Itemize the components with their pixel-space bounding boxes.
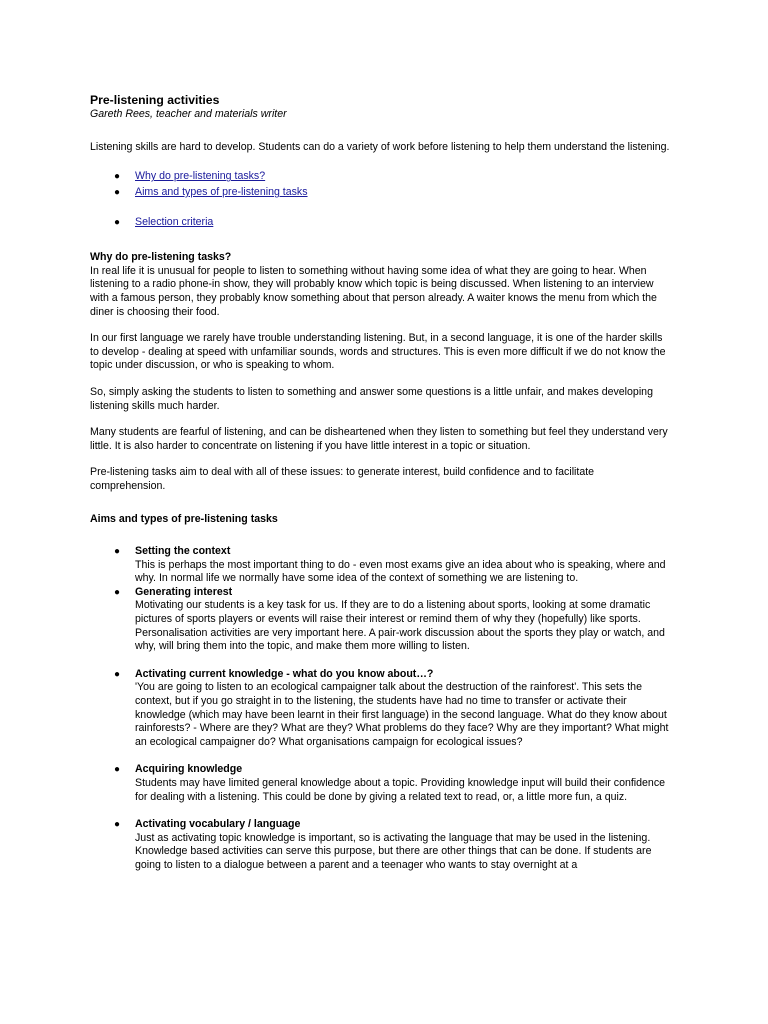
list-item-title: Generating interest — [135, 585, 233, 598]
body-paragraph: Pre-listening tasks aim to deal with all of these issues: to generate interest, build confidence and to facilitate comprehension. — [90, 466, 595, 492]
section-why — [90, 251, 670, 493]
body-paragraph: So, simply asking the students to listen to something and answer some questions is a little unfair, and makes developing listening skills much harder. — [90, 385, 653, 412]
list-item — [90, 545, 670, 586]
list-item — [90, 763, 670, 804]
list-item-text: Motivating our students is a key task for us. If they are to do a listening about sports, looking at some dramatic pictures of sports players or events will raise their interest or remind them of why they (hopefully) like sports. Personalisation activities are very important here. A pair-work discussion about the sports they play or watch, and why, will bring them into the topic, and make them more willing to listen. — [135, 599, 665, 653]
toc-link-aims[interactable]: Aims and types of pre-listening tasks — [135, 186, 308, 199]
body-paragraph: In our first language we rarely have trouble understanding listening. But, in a second language, it is one of the harder skills to develop - dealing at speed with unfamiliar sounds, words and structures. This is even more difficult if we do not know the topic under discussion, or who is speaking to whom. — [90, 332, 666, 372]
body-paragraph: In real life it is unusual for people to listen to something without having some idea of what they are going to hear. When listening to a radio phone-in show, they will probably know which topic is being discussed. When listening to an interview with a famous person, they probably know something about that person already. A waiter knows the menu from which the diner is choosing their food. — [90, 264, 657, 318]
table-of-contents — [90, 170, 670, 232]
section-heading: Aims and types of pre-listening tasks — [90, 512, 278, 525]
bullet-icon: ● — [114, 764, 121, 776]
list-item-text: Students may have limited general knowledge about a topic. Providing knowledge input will build their confidence for dealing with a listening. This could be done by giving a related text to read, or, a little more fun, a quiz. — [135, 777, 666, 803]
toc-item — [90, 216, 670, 232]
body-paragraph: Many students are fearful of listening, and can be disheartened when they listen to something but feel they understand very little. It is also harder to concentrate on listening if you have little interest in a topic or situation. — [90, 426, 668, 452]
list-item-title: Setting the context — [135, 545, 231, 558]
bullet-icon: ● — [114, 546, 121, 558]
toc-item — [90, 170, 670, 186]
list-item-text: This is perhaps the most important thing to do - even most exams give an idea about who is speaking, where and why. In normal life we normally have some idea of the context of something we are listening to. — [135, 558, 666, 585]
toc-link-why[interactable]: Why do pre-listening tasks? — [135, 170, 266, 183]
toc-item — [90, 186, 670, 202]
bullet-icon: ● — [114, 217, 121, 229]
bullet-icon: ● — [114, 819, 121, 831]
page-title: Pre-listening activities — [90, 93, 220, 107]
list-item — [90, 818, 670, 872]
bullet-icon: ● — [114, 586, 121, 598]
bullet-icon: ● — [114, 187, 121, 199]
list-item-title: Acquiring knowledge — [135, 763, 243, 776]
document-page — [90, 93, 670, 873]
list-item — [90, 586, 670, 654]
author-byline: Gareth Rees, teacher and materials writer — [90, 108, 287, 120]
toc-link-selection[interactable]: Selection criteria — [135, 216, 214, 229]
list-item — [90, 668, 670, 750]
list-item-title: Activating current knowledge - what do you know about…? — [135, 667, 434, 680]
list-item-text: 'You are going to listen to an ecological campaigner talk about the destruction of the rainforest'. This sets the context, but if you go straight in to the listening, the students have had no time to transfer or activate their knowledge (which may have been learnt in their first language) in the second language. What do they know about rainforests? - Where are they? What are they? What problems do they face? Why are they important? What might an ecological campaigner do? What organisations campaign for ecological issues? — [135, 681, 669, 748]
list-item-text: Just as activating topic knowledge is important, so is activating the language that may be used in the listening. Knowledge based activities can serve this purpose, but there are other things that can be done. If students are going to listen to a dialogue between a parent and a teenager who wants to stay overnight at a — [135, 831, 652, 871]
section-heading: Why do pre-listening tasks? — [90, 251, 232, 264]
bullet-icon: ● — [114, 668, 121, 680]
list-item-title: Activating vocabulary / language — [135, 818, 301, 831]
aims-list — [90, 545, 670, 872]
intro-paragraph: Listening skills are hard to develop. Students can do a variety of work before listening to help them understand the listening. — [90, 140, 670, 153]
bullet-icon: ● — [114, 171, 121, 183]
